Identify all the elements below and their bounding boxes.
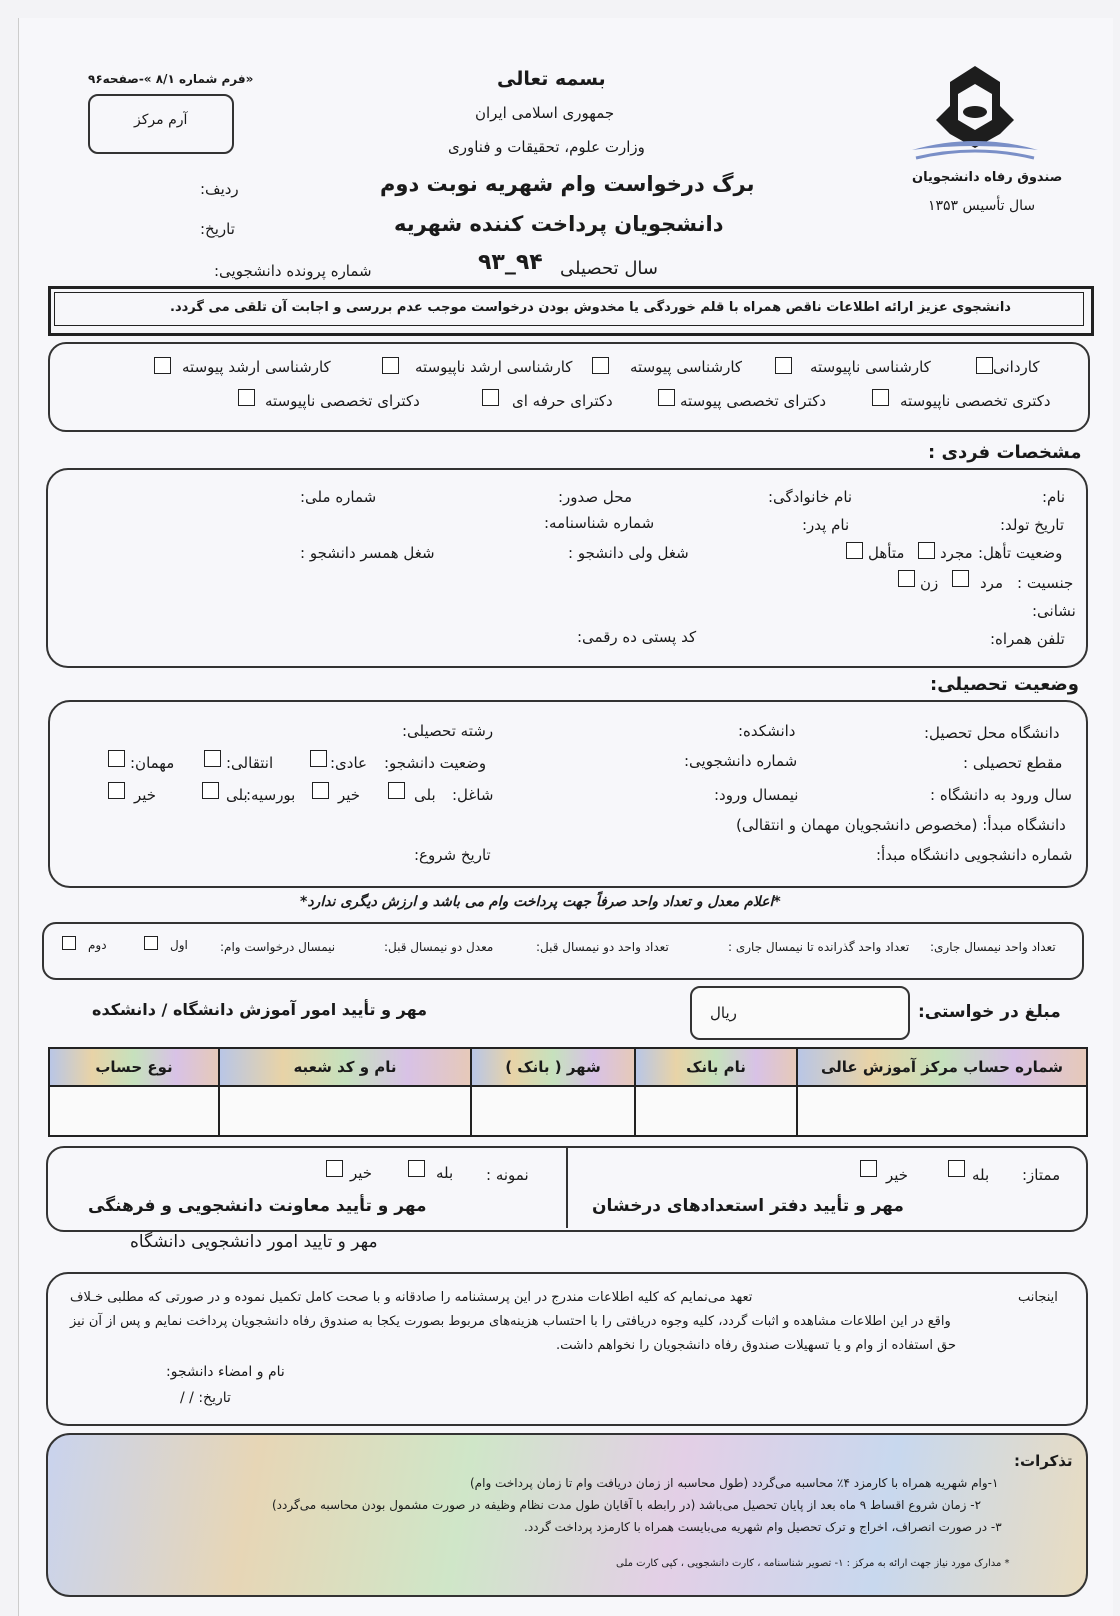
postal-code-label[interactable]: کد پستی ده رقمی: — [577, 628, 697, 646]
center-logo-label: آرم مرکز — [134, 112, 188, 128]
excellent-no-checkbox[interactable] — [860, 1160, 877, 1177]
form-number: «فرم شماره ۸/۱ »-صفحه۹۶ — [88, 72, 254, 86]
account-type-header: نوع حساب — [49, 1048, 219, 1086]
national-id-label[interactable]: شماره ملی: — [300, 488, 377, 506]
degree-phd-noncontinuous-checkbox[interactable] — [872, 389, 889, 406]
degree-master-noncontinuous-checkbox[interactable] — [382, 357, 399, 374]
degree-box — [48, 342, 1090, 432]
single-checkbox[interactable] — [918, 542, 935, 559]
amount-label: مبلغ در خواستی: — [918, 1002, 1061, 1022]
employed-no-checkbox[interactable] — [312, 782, 329, 799]
gpa-note: *اعلام معدل و تعداد واحد صرفاً جهت پرداخت وام می باشد و ارزش دیگری ندارد* — [300, 894, 781, 910]
spouse-job-label[interactable]: شغل همسر دانشجو : — [300, 544, 435, 562]
model-no-label[interactable]: خیر — [350, 1164, 373, 1182]
model-yes-label[interactable]: بله — [436, 1164, 454, 1182]
talent-office-stamp: مهر و تأیید دفتر استعدادهای درخشان — [592, 1196, 904, 1216]
term-second-label[interactable]: دوم — [88, 938, 107, 952]
deputy-stamp: مهر و تأیید معاونت دانشجویی و فرهنگی — [88, 1196, 427, 1216]
origin-university-label[interactable]: دانشگاه مبدأ: (مخصوص دانشجویان مهمان و انتقالی) — [736, 816, 1066, 834]
degree-associate[interactable]: کاردانی — [993, 358, 1040, 376]
branch-cell[interactable] — [219, 1086, 471, 1136]
female-checkbox[interactable] — [898, 570, 915, 587]
bank-name-header: نام بانک — [635, 1048, 797, 1086]
current-units-label[interactable]: تعداد واحد نیمسال جاری: — [930, 940, 1056, 954]
employed-yes-checkbox[interactable] — [388, 782, 405, 799]
degree-phd-noncontinuous-2[interactable]: دکترای تخصصی ناپیوسته — [265, 392, 420, 410]
education-heading: وضعیت تحصیلی: — [930, 674, 1079, 695]
status-guest-label[interactable]: مهمان: — [130, 754, 175, 772]
male-label[interactable]: مرد — [980, 574, 1003, 592]
entry-year-label[interactable]: سال ورود به دانشگاه : — [930, 786, 1072, 804]
gender-label: جنسیت : — [1017, 574, 1074, 592]
gpa-prev-label[interactable]: معدل دو نیمسال قبل: — [384, 940, 494, 954]
status-transfer-checkbox[interactable] — [204, 750, 221, 767]
account-number-cell[interactable] — [797, 1086, 1087, 1136]
model-no-checkbox[interactable] — [326, 1160, 343, 1177]
single-label[interactable]: مجرد — [940, 544, 973, 562]
status-normal-label[interactable]: عادی: — [330, 754, 367, 772]
bank-city-cell[interactable] — [471, 1086, 635, 1136]
fund-founded: سال تأسیس ۱۳۵۳ — [928, 198, 1036, 214]
degree-bachelor-noncontinuous[interactable]: کارشناسی ناپیوسته — [810, 358, 931, 376]
bank-name-cell[interactable] — [635, 1086, 797, 1136]
degree-bachelor-noncontinuous-checkbox[interactable] — [775, 357, 792, 374]
origin-student-number-label[interactable]: شماره دانشجویی دانشگاه مبدأ: — [876, 846, 1073, 864]
status-guest-checkbox[interactable] — [108, 750, 125, 767]
married-checkbox[interactable] — [846, 542, 863, 559]
approval-divider — [566, 1148, 568, 1228]
issue-place-label[interactable]: محل صدور: — [558, 488, 632, 506]
degree-phd-continuous-checkbox[interactable] — [658, 389, 675, 406]
account-type-cell[interactable] — [49, 1086, 219, 1136]
degree-phd-noncontinuous[interactable]: دکتری تخصصی ناپیوسته — [900, 392, 1051, 410]
prev-two-units-label[interactable]: تعداد واحد دو نیمسال قبل: — [536, 940, 669, 954]
note-3: ۳- در صورت انصراف، اخراج و ترک تحصیل وام شهریه می‌بایست همراه با کارمزد پرداخت گردد. — [524, 1520, 1002, 1534]
start-date-label[interactable]: تاریخ شروع: — [414, 846, 491, 864]
birth-date-label[interactable]: تاریخ تولد: — [1000, 516, 1065, 534]
degree-phd-noncontinuous-2-checkbox[interactable] — [238, 389, 255, 406]
branch-header: نام و کد شعبه — [219, 1048, 471, 1086]
entry-term-label[interactable]: نیمسال ورود: — [714, 786, 799, 804]
notes-heading: تذکرات: — [1014, 1452, 1073, 1470]
fund-name: صندوق رفاه دانشجویان — [912, 170, 1063, 185]
family-name-label[interactable]: نام خانوادگی: — [768, 488, 853, 506]
married-label[interactable]: متأهل — [868, 544, 905, 562]
note-4: * مدارک مورد نیاز جهت ارائه به مرکز : ۱- تصویر شناسنامه ، کارت دانشجویی ، کپی کارت ملی — [616, 1558, 1010, 1569]
note-1: ۱-وام شهریه همراه با کارمزد ۴٪ محاسبه می‌گردد (طول محاسبه از زمان دریافت وام تا زمان پرداخت وام) — [470, 1476, 999, 1490]
excellent-yes-label[interactable]: بله — [972, 1166, 990, 1184]
amount-unit: ریال — [710, 1004, 737, 1022]
republic-label: جمهوری اسلامی ایران — [475, 104, 615, 122]
pledge-line-1b: تعهد می‌نمایم که کلیه اطلاعات مندرج در این پرسشنامه را صادقانه و با صحت کامل تکمیل نموده و در صورتی که مطلبی خـلاف — [70, 1290, 753, 1305]
scholarship-no-checkbox[interactable] — [108, 782, 125, 799]
model-yes-checkbox[interactable] — [408, 1160, 425, 1177]
major-label[interactable]: رشته تحصیلی: — [402, 722, 494, 740]
excellent-yes-checkbox[interactable] — [948, 1160, 965, 1177]
student-number-label[interactable]: شماره دانشجویی: — [684, 752, 798, 770]
student-status-label: وضعیت دانشجو: — [384, 754, 487, 772]
degree-bachelor-continuous[interactable]: کارشناسی پیوسته — [630, 358, 743, 376]
excellent-label: ممتاز: — [1022, 1166, 1061, 1184]
student-affairs-stamp: مهر و تایید امور دانشجویی دانشگاه — [130, 1232, 378, 1252]
personal-heading: مشخصات فردی : — [928, 442, 1082, 463]
male-checkbox[interactable] — [952, 570, 969, 587]
degree-associate-checkbox[interactable] — [976, 357, 993, 374]
fund-logo-icon — [902, 62, 1048, 170]
degree-bachelor-continuous-checkbox[interactable] — [592, 357, 609, 374]
account-table-header — [49, 1048, 1087, 1086]
term-second-checkbox[interactable] — [62, 936, 76, 950]
degree-master-continuous-checkbox[interactable] — [154, 357, 171, 374]
faculty-label[interactable]: دانشکده: — [738, 722, 796, 740]
warning-text: دانشجوی عزیز ارائه اطلاعات ناقص همراه با قلم خوردگی یا مخدوش بودن درخواست موجب عدم بررسی و اجابت آن تلقی می گردد. — [170, 300, 1011, 315]
bank-city-header: شهر ( بانک ) — [471, 1048, 635, 1086]
excellent-no-label[interactable]: خیر — [886, 1166, 909, 1184]
scholarship-no-label[interactable]: خیر — [134, 786, 157, 804]
degree-master-continuous[interactable]: کارشناسی ارشد پیوسته — [182, 358, 331, 376]
name-label[interactable]: نام: — [1042, 488, 1066, 506]
pledge-line-2: واقع در این اطلاعات مشاهده و اثبات گردد، کلیه وجوه دریافتی را با احتساب هزینه‌های مربوط بصورت یکجا به صندوق رفاه دانشجویان پرداخت نمایم و پس از آن نیز — [70, 1314, 951, 1329]
passed-units-label[interactable]: تعداد واحد گذرانده تا نیمسال جاری : — [728, 940, 910, 954]
father-name-label[interactable]: نام پدر: — [802, 516, 850, 534]
form-title-1: برگ درخواست وام شهریه نوبت دوم — [380, 172, 755, 196]
university-label[interactable]: دانشگاه محل تحصیل: — [924, 724, 1060, 742]
employed-yes-label[interactable]: بلی — [414, 786, 436, 804]
id-number-label[interactable]: شماره شناسنامه: — [544, 514, 655, 532]
status-normal-checkbox[interactable] — [310, 750, 327, 767]
academic-year-value: ۹۴_۹۳ — [478, 250, 543, 275]
note-2: ۲- زمان شروع اقساط ۹ ماه بعد از پایان تحصیل می‌باشد (در رابطه با آقایان طول مدت نظام وظیفه در صورت مشمول بودن محاسبه می‌گردد) — [272, 1498, 982, 1512]
degree-professional-doctorate[interactable]: دکترای حرفه ای — [512, 392, 613, 410]
account-table — [48, 1047, 1088, 1137]
form-title-2: دانشجویان پرداخت کننده شهریه — [394, 212, 724, 236]
term-first-checkbox[interactable] — [144, 936, 158, 950]
scholarship-yes-checkbox[interactable] — [202, 782, 219, 799]
account-number-header: شماره حساب مرکز آموزش عالی — [797, 1048, 1087, 1086]
model-student-label: نمونه : — [486, 1166, 529, 1184]
pledge-line-1a: اینجانب — [1018, 1290, 1058, 1305]
amount-stamp-label: مهر و تأیید امور آموزش دانشگاه / دانشکده — [92, 1000, 428, 1019]
degree-master-noncontinuous[interactable]: کارشناسی ارشد ناپیوسته — [415, 358, 573, 376]
bismillah: بسمه تعالی — [497, 68, 606, 90]
academic-year-label: سال تحصیلی — [560, 258, 658, 279]
mobile-label[interactable]: تلفن همراه: — [990, 630, 1065, 648]
scholarship-label: بورسیه: — [246, 786, 296, 804]
pledge-line-3: حق استفاده از وام و یا تسهیلات صندوق رفاه دانشجویان را نخواهم داشت. — [556, 1338, 957, 1353]
notes-box — [46, 1433, 1088, 1597]
degree-phd-continuous[interactable]: دکترای تخصصی پیوسته — [680, 392, 827, 410]
guardian-job-label[interactable]: شغل ولی دانشجو : — [568, 544, 689, 562]
employed-label: شاغل: — [452, 786, 494, 804]
loan-term-label: نیمسال درخواست وام: — [220, 940, 336, 954]
level-label[interactable]: مقطع تحصیلی : — [963, 754, 1063, 772]
degree-professional-doctorate-checkbox[interactable] — [482, 389, 499, 406]
address-label[interactable]: نشانی: — [1032, 602, 1076, 620]
term-first-label[interactable]: اول — [170, 938, 188, 952]
employed-no-label[interactable]: خیر — [338, 786, 361, 804]
ministry-label: وزارت علوم، تحقیقات و فناوری — [448, 138, 645, 156]
female-label[interactable]: زن — [920, 574, 939, 592]
student-signature-label[interactable]: نام و امضاء دانشجو: — [166, 1364, 285, 1380]
signature-date-label[interactable]: تاریخ: / / — [180, 1390, 231, 1406]
marital-status-label: وضعیت تأهل: — [978, 544, 1063, 562]
status-transfer-label[interactable]: انتقالی: — [226, 754, 274, 772]
scholarship-yes-label[interactable]: بلی — [226, 786, 248, 804]
radif-label: ردیف: — [200, 180, 239, 198]
date-label: تاریخ: — [200, 220, 235, 238]
file-number-label: شماره پرونده دانشجویی: — [214, 262, 372, 280]
account-table-row — [49, 1086, 1087, 1136]
